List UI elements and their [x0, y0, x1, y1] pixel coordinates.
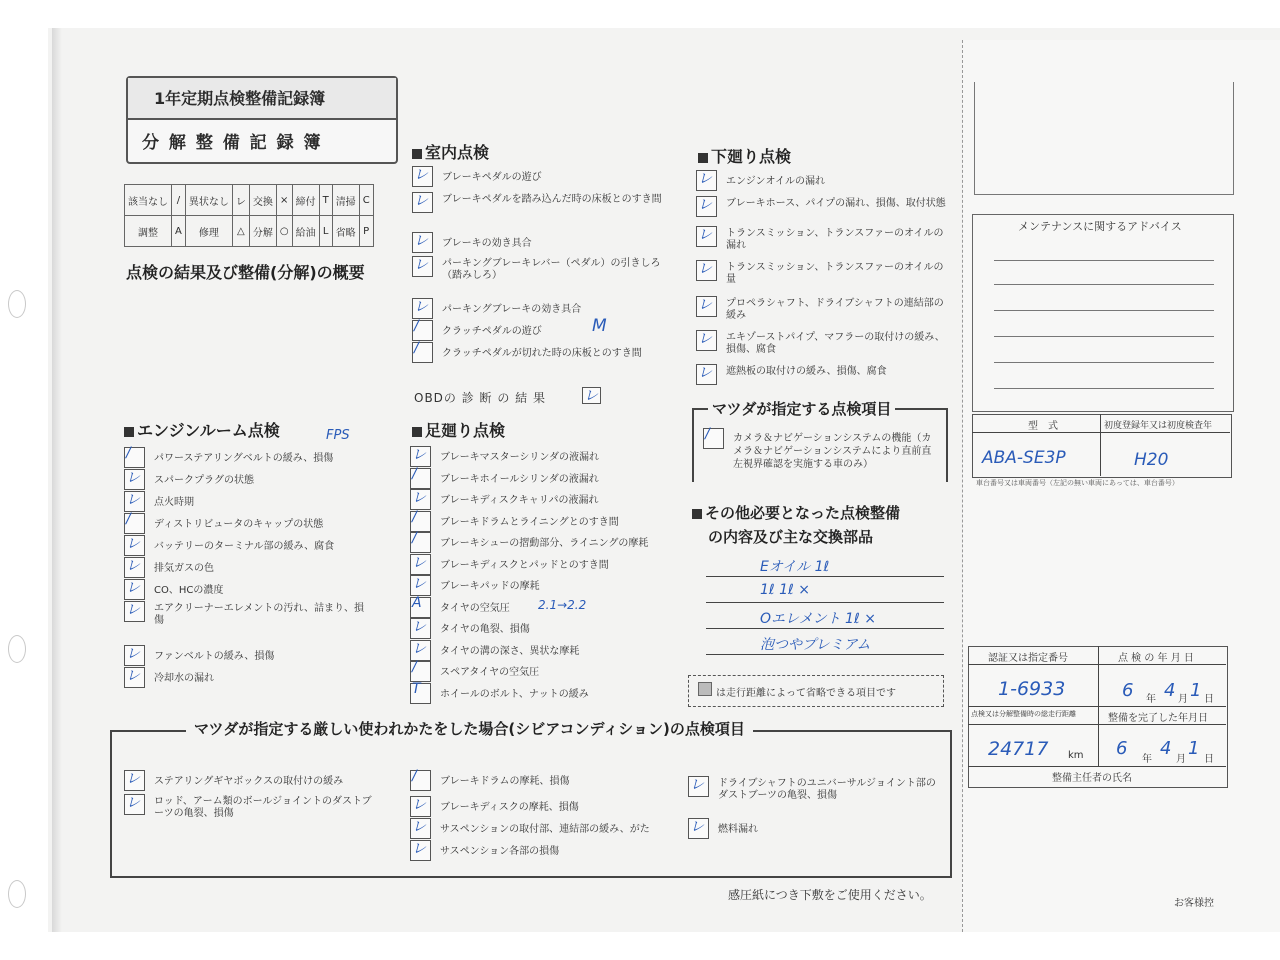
- legend-cell: /: [172, 185, 186, 216]
- inspection-year: 6: [1122, 680, 1134, 701]
- check-item-label: 遮熱板の取付けの緩み、損傷、腐食: [726, 366, 887, 377]
- check-mark: レ: [690, 819, 704, 835]
- legend-cell: ×: [276, 185, 292, 216]
- check-item-label: スペアタイヤの空気圧: [440, 667, 540, 678]
- check-item-label: タイヤの溝の深さ、異状な摩耗: [440, 645, 580, 657]
- inspection-date-label: 点 検 の 年 月 日: [1118, 653, 1194, 664]
- check-item-label: 排気ガスの色: [154, 563, 214, 574]
- check-item-label: トランスミッション、トランスファーのオイルの漏れ: [726, 228, 944, 251]
- cert-value: 1-6933: [998, 678, 1066, 700]
- handwritten-part: 1ℓ 1ℓ ×: [760, 582, 811, 598]
- check-box[interactable]: [410, 508, 431, 532]
- legend-cell: 修理: [185, 216, 232, 247]
- check-box[interactable]: [410, 489, 431, 510]
- check-item-label: ブレーキディスクの摩耗、損傷: [440, 802, 579, 813]
- bullet-square: [412, 149, 422, 159]
- chassis-heading-text: 足廻り点検: [425, 421, 506, 440]
- binder-hole: [8, 635, 26, 663]
- check-mark: レ: [414, 257, 428, 273]
- check-box[interactable]: [410, 575, 431, 596]
- completion-date-label: 整備を完了した年月日: [1108, 713, 1208, 724]
- check-mark: /: [126, 445, 131, 461]
- check-mark: レ: [698, 227, 712, 243]
- check-mark: レ: [698, 331, 712, 347]
- handwritten-part: 泡つやプレミアム: [760, 637, 871, 653]
- bullet-square: [698, 153, 708, 163]
- check-item-label: ブレーキシューの摺動部分、ライニングの摩耗: [440, 538, 649, 549]
- check-mark: レ: [126, 492, 140, 508]
- obd-label: OBDの 診 断 の 結 果: [414, 391, 546, 405]
- advice-line: [994, 388, 1214, 389]
- check-item-label: タイヤの亀裂、損傷: [440, 624, 530, 635]
- engine-heading: [124, 418, 280, 441]
- check-box[interactable]: [124, 770, 145, 791]
- completion-day: 1: [1188, 738, 1200, 759]
- bullet-square: [412, 427, 422, 437]
- check-box[interactable]: [410, 680, 431, 704]
- check-mark: レ: [126, 580, 140, 596]
- legend-cell: C: [359, 185, 373, 216]
- severe-heading: マツダが指定する厳しい使われかたをした場合(シビアコンディション)の点検項目: [186, 718, 753, 739]
- advice-line: [994, 310, 1214, 311]
- check-box[interactable]: [412, 232, 433, 253]
- inspection-month: 4: [1164, 680, 1176, 701]
- check-mark: レ: [698, 197, 712, 213]
- check-box[interactable]: [410, 770, 431, 791]
- check-item-label: 燃料漏れ: [718, 824, 758, 835]
- check-box[interactable]: [410, 618, 431, 639]
- year-unit: 年: [1142, 754, 1152, 765]
- check-item-label: ブレーキペダルの遊び: [442, 172, 542, 183]
- check-box[interactable]: [124, 794, 145, 815]
- legend-cell: △: [232, 216, 249, 247]
- mazda-heading: マツダが指定する点検項目: [708, 398, 895, 419]
- obd-checkbox[interactable]: [582, 387, 601, 404]
- check-box[interactable]: [410, 532, 431, 553]
- divider: [968, 724, 1226, 725]
- first-reg-label: 初度登録年又は初度検査年: [1104, 421, 1213, 431]
- check-mark: レ: [412, 797, 426, 813]
- check-box[interactable]: [410, 554, 431, 575]
- check-box[interactable]: [124, 535, 145, 556]
- divider: [968, 706, 1226, 707]
- check-box[interactable]: [124, 447, 145, 468]
- entry-line: [706, 628, 944, 629]
- handwritten-part: Oエレメント 1ℓ ×: [760, 611, 876, 627]
- check-mark: レ: [126, 668, 140, 684]
- legend-cell: 給油: [292, 216, 319, 247]
- check-box[interactable]: [124, 469, 145, 490]
- completion-year: 6: [1116, 738, 1128, 759]
- check-item-label: ブレーキペダルを踏み込んだ時の床板とのすき間: [442, 194, 662, 205]
- check-item-label: ブレーキマスターシリンダの液漏れ: [440, 452, 599, 463]
- mazda-item: カメラ＆ナビゲーションシステムの機能（カメラ＆ナビゲーションシステムにより直前直左視界確認を実施する車のみ）: [733, 433, 932, 470]
- check-item-label: ホイールのボルト、ナットの緩み: [440, 688, 589, 700]
- check-mark: /: [412, 465, 417, 482]
- advice-heading: メンテナンスに関するアドバイス: [1018, 220, 1182, 233]
- other-heading-text: その他必要となった点検整備: [705, 504, 901, 522]
- legend-cell: 調整: [125, 216, 172, 247]
- summary-heading: 点検の結果及び整備(分解)の概要: [126, 263, 365, 282]
- check-box[interactable]: [124, 579, 145, 600]
- check-box[interactable]: [412, 320, 433, 341]
- legend-cell: 該当なし: [125, 185, 172, 216]
- check-item-label: ブレーキパッドの摩耗: [440, 581, 540, 592]
- check-item-label: ファンベルトの緩み、損傷: [154, 651, 275, 662]
- check-mark: レ: [412, 554, 426, 571]
- check-box[interactable]: [410, 640, 431, 661]
- legend-row: [125, 216, 374, 247]
- check-item-label: エキゾーストパイプ、マフラーの取付けの緩み、損傷、腐食: [726, 332, 945, 355]
- completion-month: 4: [1160, 738, 1172, 759]
- odometer-label: 点検又は分解整備時の総走行距離: [971, 710, 1076, 718]
- mazda-checkbox[interactable]: [703, 428, 724, 449]
- check-box[interactable]: [410, 840, 431, 861]
- legend-cell: L: [319, 216, 332, 247]
- clutch-note: M: [592, 316, 607, 336]
- model-value: ABA-SE3P: [982, 448, 1066, 468]
- check-item-label: パーキングブレーキの効き具合: [442, 304, 582, 315]
- check-mark: レ: [126, 558, 140, 574]
- check-mark: レ: [126, 470, 140, 486]
- fold-shadow: [52, 28, 62, 932]
- check-box[interactable]: [410, 796, 431, 817]
- check-mark: T: [412, 680, 421, 697]
- bullet-square: [124, 427, 134, 437]
- check-item-label: ディストリビュータのキャップの状態: [154, 519, 324, 530]
- day-unit: 日: [1204, 754, 1214, 765]
- legend-cell: レ: [232, 185, 249, 216]
- check-box[interactable]: [124, 667, 145, 688]
- legend-cell: ○: [276, 216, 292, 247]
- check-mark: /: [126, 511, 131, 527]
- check-mark: レ: [126, 771, 140, 787]
- check-mark: レ: [412, 819, 426, 835]
- km-unit: km: [1068, 750, 1084, 761]
- check-box[interactable]: [124, 557, 145, 578]
- title-subtitle: 分 解 整 備 記 録 簿: [142, 133, 323, 153]
- check-mark: レ: [412, 640, 426, 657]
- title-year: 1年定期点検整備記録簿: [128, 78, 396, 120]
- check-box[interactable]: [410, 465, 431, 489]
- check-item-label: クラッチペダルの遊び: [442, 326, 542, 337]
- legend-cell: T: [319, 185, 332, 216]
- omit-note: は走行距離によって省略できる項目です: [716, 688, 896, 699]
- check-box[interactable]: [412, 192, 433, 213]
- check-mark: レ: [126, 795, 140, 811]
- check-item-label: ブレーキの効き具合: [442, 238, 532, 249]
- check-item-label: ステアリングギヤボックスの取付けの緩み: [154, 776, 344, 787]
- check-mark: レ: [412, 619, 426, 635]
- legend-cell: 省略: [332, 216, 359, 247]
- check-mark: レ: [126, 646, 140, 662]
- check-mark: レ: [414, 233, 428, 249]
- divider: [968, 766, 1226, 767]
- check-mark: レ: [414, 193, 428, 209]
- bullet-square: [692, 509, 702, 519]
- chassis-number-note: 車台番号又は車両番号（左記の無い車両にあっては、車台番号）: [976, 479, 1179, 487]
- check-box[interactable]: [124, 601, 145, 622]
- check-item-label: トランスミッション、トランスファーのオイルの量: [726, 262, 944, 285]
- legend-cell: 交換: [249, 185, 276, 216]
- advice-line: [994, 284, 1214, 285]
- check-mark: レ: [584, 388, 598, 404]
- legend-table: [124, 184, 374, 247]
- check-item-label: ブレーキホイールシリンダの液漏れ: [440, 473, 599, 485]
- odometer-value: 24717: [988, 738, 1049, 760]
- pressure-note: 2.1→2.2: [538, 598, 587, 612]
- check-box[interactable]: [688, 818, 709, 839]
- engine-note: FPS: [326, 428, 350, 443]
- check-box[interactable]: [410, 818, 431, 839]
- check-mark: /: [412, 508, 417, 525]
- legend-cell: 異状なし: [185, 185, 232, 216]
- month-unit: 月: [1176, 754, 1186, 765]
- check-mark: /: [412, 530, 417, 546]
- check-mark: レ: [126, 536, 140, 552]
- check-box[interactable]: [410, 594, 431, 618]
- check-item-label: パワーステアリングベルトの緩み、損傷: [154, 453, 334, 464]
- check-box[interactable]: [696, 296, 717, 317]
- check-mark: レ: [414, 167, 428, 183]
- check-mark: /: [414, 340, 419, 356]
- check-item-label: ドライブシャフトのユニバーサルジョイント部のダストブーツの亀裂、損傷: [718, 778, 936, 801]
- check-mark: レ: [698, 171, 712, 187]
- title-block: [126, 76, 398, 164]
- check-mark: A: [412, 594, 422, 611]
- check-box[interactable]: [412, 342, 433, 363]
- check-box[interactable]: [696, 226, 717, 247]
- check-item-label: ブレーキホース、パイプの漏れ、損傷、取付状態: [726, 198, 946, 209]
- check-item-label: プロペラシャフト、ドライブシャフトの連結部の緩み: [726, 298, 944, 321]
- check-box[interactable]: [124, 491, 145, 512]
- check-item-label: 冷却水の漏れ: [154, 673, 214, 684]
- check-box[interactable]: [688, 776, 709, 797]
- check-item-label: タイヤの空気圧: [440, 602, 510, 614]
- check-mark: /: [412, 768, 417, 784]
- check-item-label: ブレーキドラムとライニングとのすき間: [440, 516, 619, 528]
- entry-line: [706, 602, 944, 603]
- advice-line: [994, 260, 1214, 261]
- check-mark: /: [705, 426, 710, 442]
- month-unit: 月: [1178, 694, 1188, 705]
- check-item-label: パーキングブレーキレバー（ペダル）の引きしろ（踏みしろ）: [442, 258, 661, 281]
- check-item-label: バッテリーのターミナル部の緩み、腐食: [154, 541, 335, 552]
- check-box[interactable]: [410, 661, 431, 682]
- check-mark: レ: [698, 365, 712, 381]
- engine-heading-text: エンジンルーム点検: [137, 421, 280, 440]
- check-box[interactable]: [696, 170, 717, 191]
- legend-cell: P: [359, 216, 373, 247]
- entry-line: [706, 654, 944, 655]
- advice-box: [972, 214, 1234, 412]
- check-item-label: クラッチペダルが切れた時の床板とのすき間: [442, 348, 642, 359]
- binder-hole: [8, 290, 26, 318]
- binder-hole: [8, 880, 26, 908]
- check-box[interactable]: [696, 260, 717, 281]
- year-unit: 年: [1146, 694, 1156, 705]
- check-mark: レ: [412, 490, 426, 506]
- check-box[interactable]: [124, 645, 145, 666]
- handwritten-part: Eオイル 1ℓ: [760, 559, 830, 575]
- check-mark: レ: [126, 602, 140, 618]
- advice-line: [994, 336, 1214, 337]
- check-item-label: サスペンションの取付部、連結部の緩み、がた: [440, 824, 650, 835]
- check-item-label: エアクリーナーエレメントの汚れ、詰まり、損傷: [154, 603, 364, 626]
- inspection-day: 1: [1190, 680, 1202, 701]
- check-box[interactable]: [696, 330, 717, 351]
- other-heading-1: [692, 502, 900, 523]
- first-reg-value: H20: [1134, 450, 1169, 470]
- legend-cell: A: [172, 216, 186, 247]
- check-item-label: ブレーキディスクキャリパの液漏れ: [440, 495, 599, 506]
- under-heading: [698, 144, 791, 167]
- check-item-label: サスペンション各部の損傷: [440, 846, 560, 857]
- check-box[interactable]: [412, 166, 433, 187]
- chief-label: 整備主任者の氏名: [1052, 773, 1132, 784]
- check-item-label: エンジンオイルの漏れ: [726, 176, 825, 187]
- check-item-label: スパークプラグの状態: [154, 475, 254, 486]
- signature-box: [974, 82, 1234, 195]
- check-item-label: CO、HCの濃度: [154, 585, 224, 596]
- day-unit: 日: [1204, 694, 1214, 705]
- check-box[interactable]: [412, 298, 433, 319]
- divider: [968, 664, 1226, 665]
- check-item-label: ロッド、アーム類のボールジョイントのダストブーツの亀裂、損傷: [154, 796, 372, 819]
- legend-row: [125, 185, 374, 216]
- interior-heading: [412, 140, 489, 163]
- check-mark: レ: [414, 299, 428, 315]
- check-mark: レ: [698, 297, 712, 313]
- model-label: 型 式: [1028, 421, 1058, 432]
- check-box[interactable]: [696, 196, 717, 217]
- check-mark: /: [412, 659, 417, 675]
- omit-swatch: [698, 682, 712, 696]
- check-item-label: 点火時期: [154, 497, 194, 508]
- entry-line: [706, 576, 944, 577]
- check-mark: /: [414, 318, 419, 334]
- check-box[interactable]: [124, 513, 145, 534]
- footer-note: 感圧紙につき下敷をご使用ください。: [728, 888, 932, 902]
- divider: [972, 432, 1230, 433]
- under-heading-text: 下廻り点検: [711, 147, 792, 166]
- check-box[interactable]: [412, 256, 433, 277]
- advice-line: [994, 362, 1214, 363]
- check-mark: レ: [412, 447, 426, 463]
- legend-cell: 分解: [249, 216, 276, 247]
- check-box[interactable]: [410, 446, 431, 467]
- legend-cell: 清掃: [332, 185, 359, 216]
- check-mark: レ: [412, 841, 426, 857]
- check-mark: レ: [698, 261, 712, 277]
- cert-label: 認証又は指定番号: [988, 653, 1068, 664]
- check-item-label: ブレーキディスクとパッドとのすき間: [440, 559, 609, 571]
- check-item-label: ブレーキドラムの摩耗、損傷: [440, 776, 570, 787]
- divider: [1100, 414, 1101, 476]
- check-box[interactable]: [696, 364, 717, 385]
- check-mark: レ: [690, 777, 704, 793]
- chassis-heading: [412, 418, 505, 441]
- other-heading-2: の内容及び主な交換部品: [708, 528, 874, 546]
- copy-label: お客様控: [1174, 898, 1214, 909]
- interior-heading-text: 室内点検: [425, 143, 490, 162]
- legend-cell: 締付: [292, 185, 319, 216]
- check-mark: レ: [412, 576, 426, 592]
